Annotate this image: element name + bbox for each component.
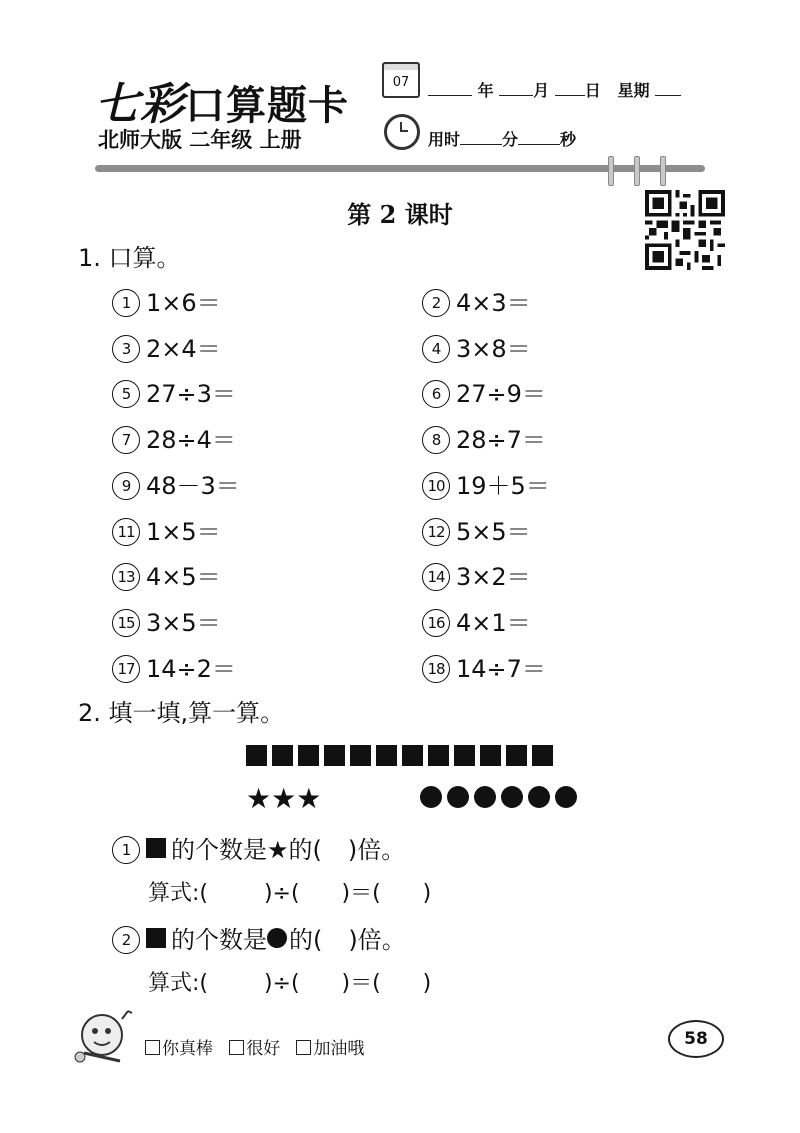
mascot-icon xyxy=(70,1005,140,1070)
time-line xyxy=(428,127,576,150)
week-label: 星期 xyxy=(617,81,650,100)
q1-item xyxy=(422,420,586,455)
formula-label: 算式: xyxy=(148,881,200,906)
item-expression: 4×3＝ xyxy=(456,289,531,317)
item-number: 14 xyxy=(422,563,450,591)
q1-item xyxy=(422,329,571,364)
calendar-day: 07 xyxy=(392,75,410,90)
item-number: 2 xyxy=(112,926,140,954)
sub-1-suffix-b: )倍。 xyxy=(347,836,406,864)
eval-label: 很好 xyxy=(246,1039,281,1059)
month-blank[interactable] xyxy=(499,94,533,96)
circle-icon xyxy=(555,786,577,808)
item-expression: 1×5＝ xyxy=(146,517,221,546)
self-evaluation xyxy=(145,1034,364,1059)
day-label: 日 xyxy=(584,81,601,100)
qr-code-icon xyxy=(645,190,725,270)
eval-label: 你真棒 xyxy=(162,1039,213,1059)
q1-item xyxy=(422,557,571,592)
circle-icon xyxy=(447,786,469,808)
item-number: 6 xyxy=(422,380,450,408)
month-label: 月 xyxy=(533,81,550,100)
square-icon xyxy=(454,745,475,766)
star-icon: ★ xyxy=(296,782,322,815)
item-expression: 14÷7＝ xyxy=(456,654,546,683)
calendar-icon xyxy=(382,66,420,98)
q1-item xyxy=(112,283,261,318)
square-icon xyxy=(428,745,449,766)
q1-item xyxy=(422,649,586,684)
edition-label: 北师大版 二年级 上册 xyxy=(98,128,302,152)
item-number: 8 xyxy=(422,426,450,454)
sub-1-suffix-a: 的( xyxy=(288,836,322,864)
sub-2-suffix-a: 的( xyxy=(289,926,323,954)
second-label: 秒 xyxy=(560,130,577,149)
question-1-heading: 1. 口算。 xyxy=(78,244,181,272)
date-line xyxy=(428,78,681,101)
lesson-title: 第 2 课时 xyxy=(347,200,453,229)
item-number: 3 xyxy=(112,335,140,363)
sub-2-prefix: 的个数是 xyxy=(171,926,267,954)
q1-item xyxy=(112,603,261,638)
brand-title xyxy=(95,68,349,132)
checkbox[interactable] xyxy=(229,1040,244,1055)
star-icon: ★ xyxy=(246,782,272,815)
item-expression: 27÷3＝ xyxy=(146,380,236,409)
question-2-heading: 2. 填一填,算一算。 xyxy=(78,699,285,727)
checkbox[interactable] xyxy=(145,1040,160,1055)
item-expression: 2×4＝ xyxy=(146,334,221,363)
formula-text[interactable]: ( )÷( )＝( ) xyxy=(199,971,432,996)
sub-2-suffix-b: )倍。 xyxy=(348,926,406,954)
time-label: 用时 xyxy=(428,130,461,149)
q1-item xyxy=(112,329,261,364)
clock-icon xyxy=(384,114,420,150)
q1-item xyxy=(112,649,276,684)
item-expression: 19＋5＝ xyxy=(456,471,550,500)
formula-label: 算式: xyxy=(148,971,200,996)
divider-pin xyxy=(608,156,614,186)
item-number: 16 xyxy=(422,609,450,637)
item-number: 10 xyxy=(422,472,450,500)
q1-item xyxy=(112,374,276,409)
square-icon xyxy=(146,838,166,858)
square-icon xyxy=(272,745,293,766)
item-number: 7 xyxy=(112,426,140,454)
circle-icon xyxy=(420,786,442,808)
square-icon xyxy=(246,745,267,766)
squares-row xyxy=(246,740,558,773)
circles-row xyxy=(420,782,582,815)
item-expression: 3×8＝ xyxy=(456,334,531,363)
item-expression: 3×2＝ xyxy=(456,563,531,592)
item-expression: 4×5＝ xyxy=(146,563,221,592)
item-expression: 1×6＝ xyxy=(146,289,221,317)
minute-blank[interactable] xyxy=(460,143,502,145)
divider-pin xyxy=(634,156,640,186)
sub-question-1 xyxy=(112,830,405,865)
brand-name: 口算题卡 xyxy=(185,83,349,129)
square-icon xyxy=(506,745,527,766)
item-expression: 28÷4＝ xyxy=(146,426,236,455)
square-icon xyxy=(324,745,345,766)
day-blank[interactable] xyxy=(555,94,585,96)
q1-item xyxy=(112,420,276,455)
q1-item xyxy=(422,603,571,638)
week-blank[interactable] xyxy=(655,94,681,96)
square-icon xyxy=(532,745,553,766)
minute-label: 分 xyxy=(502,130,519,149)
q1-item xyxy=(112,466,280,501)
item-expression: 5×5＝ xyxy=(456,517,531,546)
q1-item xyxy=(112,512,261,547)
circle-icon xyxy=(267,928,287,948)
item-expression: 48－3＝ xyxy=(146,471,240,500)
q1-item xyxy=(422,512,571,547)
formula-1[interactable] xyxy=(148,876,431,907)
item-number: 9 xyxy=(112,472,140,500)
item-number: 12 xyxy=(422,518,450,546)
q1-item xyxy=(422,283,571,318)
sub-1-prefix: 的个数是 xyxy=(171,836,267,864)
item-number: 15 xyxy=(112,609,140,637)
year-blank[interactable] xyxy=(428,94,472,96)
square-icon xyxy=(350,745,371,766)
square-icon xyxy=(298,745,319,766)
item-number: 1 xyxy=(112,289,140,317)
q1-item xyxy=(422,374,586,409)
divider-pin xyxy=(660,156,666,186)
item-number: 2 xyxy=(422,289,450,317)
star-icon: ★ xyxy=(271,782,297,815)
formula-2[interactable] xyxy=(148,966,431,997)
item-number: 11 xyxy=(112,518,140,546)
q1-item xyxy=(422,466,590,501)
page-number: 58 xyxy=(668,1020,724,1058)
star-icon: ★ xyxy=(267,836,289,864)
sub-question-2 xyxy=(112,920,406,955)
item-expression: 4×1＝ xyxy=(456,608,531,637)
second-blank[interactable] xyxy=(518,143,560,145)
square-icon xyxy=(146,928,166,948)
square-icon xyxy=(402,745,423,766)
eval-label: 加油哦 xyxy=(313,1039,365,1059)
circle-icon xyxy=(501,786,523,808)
square-icon xyxy=(480,745,501,766)
brand-qi: 七彩 xyxy=(95,79,185,130)
item-number: 17 xyxy=(112,655,140,683)
circle-icon xyxy=(528,786,550,808)
q1-item xyxy=(112,557,261,592)
stars-row xyxy=(246,782,321,815)
formula-text[interactable]: ( )÷( )＝( ) xyxy=(199,881,432,906)
item-expression: 27÷9＝ xyxy=(456,380,546,409)
checkbox[interactable] xyxy=(296,1040,311,1055)
square-icon xyxy=(376,745,397,766)
item-expression: 3×5＝ xyxy=(146,608,221,637)
circle-icon xyxy=(474,786,496,808)
item-number: 1 xyxy=(112,836,140,864)
item-expression: 14÷2＝ xyxy=(146,654,236,683)
item-number: 4 xyxy=(422,335,450,363)
year-label: 年 xyxy=(477,81,494,100)
item-number: 13 xyxy=(112,563,140,591)
item-number: 5 xyxy=(112,380,140,408)
item-expression: 28÷7＝ xyxy=(456,426,546,455)
item-number: 18 xyxy=(422,655,450,683)
